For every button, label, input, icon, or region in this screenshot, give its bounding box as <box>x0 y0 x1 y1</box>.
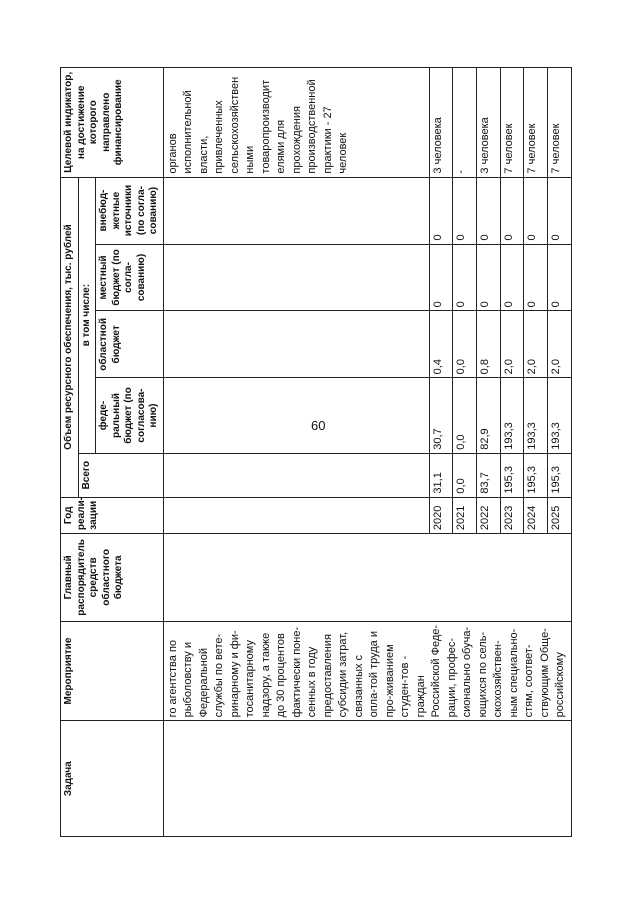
federal: 193,3 <box>547 378 571 453</box>
year: 2024 <box>524 497 548 534</box>
total: 83,7 <box>477 453 501 497</box>
year: 2023 <box>500 497 524 534</box>
rotated-table-wrapper <box>60 67 580 837</box>
federal: 0,0 <box>453 378 477 453</box>
total: 31,1 <box>429 453 453 497</box>
federal: 193,3 <box>500 378 524 453</box>
offbudget: 0 <box>524 177 548 244</box>
header-measure: Мероприятие <box>61 621 164 721</box>
offbudget: 0 <box>547 177 571 244</box>
header-funding: Объем ресурсного обеспечения, тыс. рублей <box>61 177 79 497</box>
offbudget: 0 <box>477 177 501 244</box>
regional: 2,0 <box>547 311 571 378</box>
regional: 2,0 <box>500 311 524 378</box>
regional: 0,8 <box>477 311 501 378</box>
header-total: Всего <box>78 453 163 497</box>
regional-cell-empty <box>163 311 429 378</box>
header-manager: Главный распорядитель средств областного бюджета <box>61 534 164 622</box>
federal: 193,3 <box>524 378 548 453</box>
federal: 30,7 <box>429 378 453 453</box>
task-cell <box>163 721 571 837</box>
manager-cell <box>163 534 571 622</box>
offbudget: 0 <box>500 177 524 244</box>
year: 2022 <box>477 497 501 534</box>
header-indicator: Целевой индикатор, на достижение которого направлено финансирование <box>61 68 164 178</box>
total: 195,3 <box>547 453 571 497</box>
local: 0 <box>453 244 477 311</box>
total: 0,0 <box>453 453 477 497</box>
offbudget: 0 <box>429 177 453 244</box>
indicator: 3 человека <box>477 68 501 178</box>
local: 0 <box>547 244 571 311</box>
offbudget: 0 <box>453 177 477 244</box>
header-offbudget: внебюд-жетные источники (по согла-сованию) <box>96 177 164 244</box>
page-number: 60 <box>311 418 326 433</box>
indicator: 7 человек <box>547 68 571 178</box>
regional: 2,0 <box>524 311 548 378</box>
total: 195,3 <box>500 453 524 497</box>
total-cell-empty <box>163 453 429 497</box>
header-including: в том числе: <box>78 177 96 453</box>
indicator: 7 человек <box>500 68 524 178</box>
year-cell-empty <box>163 497 429 534</box>
local-cell-empty <box>163 244 429 311</box>
indicator-description: органов исполнительной власти, привлеченных сельскохозяйствен ными товаропроизводит елями для прохождения производственной практики - 27 человек <box>163 68 429 178</box>
federal: 82,9 <box>477 378 501 453</box>
header-year: Год реали-зации <box>61 497 164 534</box>
local: 0 <box>429 244 453 311</box>
year: 2025 <box>547 497 571 534</box>
offbudget-cell-empty <box>163 177 429 244</box>
local: 0 <box>477 244 501 311</box>
local: 0 <box>524 244 548 311</box>
regional: 0,0 <box>453 311 477 378</box>
funding-table <box>60 67 572 837</box>
indicator: 3 человека <box>429 68 453 178</box>
header-local: местный бюджет (по согла-сованию) <box>96 244 164 311</box>
header-task: Задача <box>61 721 164 837</box>
local: 0 <box>500 244 524 311</box>
indicator: - <box>453 68 477 178</box>
content-row <box>163 68 429 837</box>
header-federal: феде-ральный бюджет (по согласова-нию) <box>96 378 164 453</box>
measure-cell: го агентства по рыболовству и Федеральной службы по вете-ринарному и фи-тосанитарному надзору, а также до 30 процентов фактически поне-сенных в году предоставления субсидии затрат, связанных с опла-той труда и про-живанием студен-тов - граждан Российской Феде-рации, профес-сионально обуча-ющихся по сель-скохозяйствен-ным специально-стям, соответ-ствующим Обще-российскому <box>163 621 571 721</box>
year: 2020 <box>429 497 453 534</box>
regional: 0,4 <box>429 311 453 378</box>
year: 2021 <box>453 497 477 534</box>
indicator: 7 человек <box>524 68 548 178</box>
total: 195,3 <box>524 453 548 497</box>
federal-cell-empty <box>163 378 429 453</box>
header-regional: областной бюджет <box>96 311 164 378</box>
